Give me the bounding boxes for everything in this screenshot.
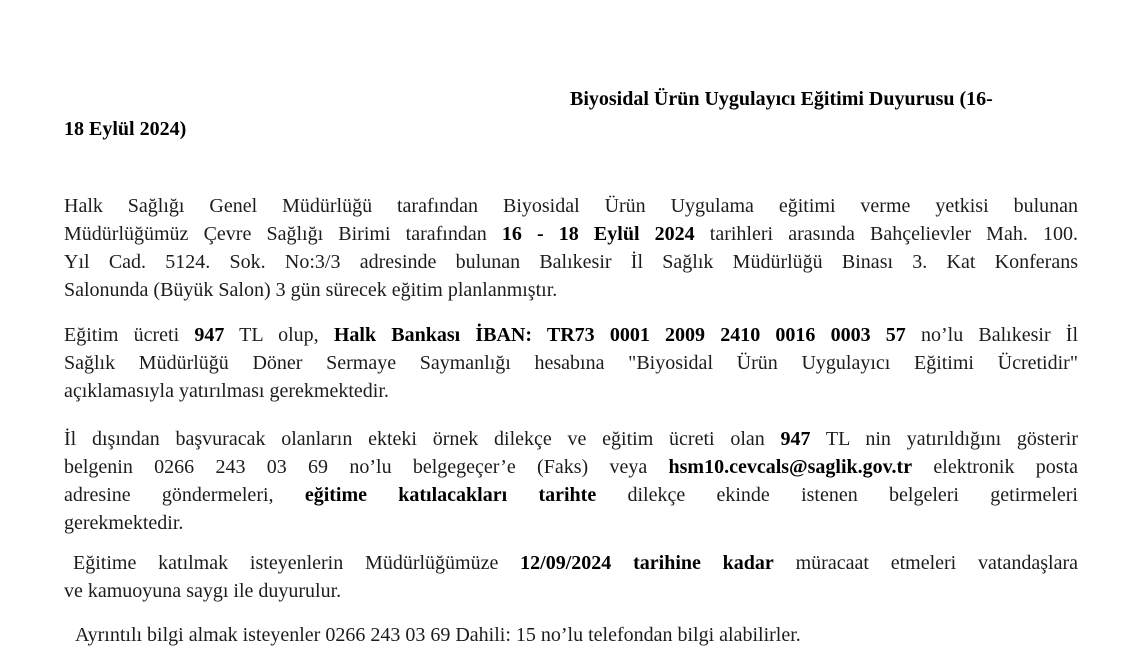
bold-text-run: Biyosidal Ürün Uygulayıcı Eğitimi Duyurusu (16-	[570, 88, 993, 110]
bold-text-run: 947	[194, 324, 225, 346]
text-run: Ayrıntılı bilgi almak isteyenler 0266 243 03 69 Dahili: 15 no’lu telefondan bilgi alabilirler.	[75, 624, 801, 646]
announcement-title	[64, 84, 1078, 144]
text-run: no’lu Balıkesir İl	[905, 324, 1079, 346]
text-line	[64, 481, 1078, 509]
text-line	[64, 425, 1078, 453]
text-line	[64, 192, 1078, 220]
text-line	[64, 577, 1078, 605]
paragraph-out-of-province	[64, 425, 1078, 537]
text-run: Sağlık Müdürlüğü Döner Sermaye Saymanlığı hesabına "Biyosidal Ürün Uygulayıcı Eğitimi Ücretidir"	[64, 352, 1078, 374]
bold-text-run: hsm10.cevcals@saglik.gov.tr	[668, 456, 913, 478]
text-run: dilekçe ekinde istenen belgeleri getirmeleri	[596, 484, 1078, 506]
text-run: ve kamuoyuna saygı ile duyurulur.	[64, 580, 342, 602]
text-run: tarihleri arasında Bahçelievler Mah. 100.	[694, 223, 1078, 245]
text-run: belgenin 0266 243 03 69 no’lu belgegeçer’e (Faks) veya	[64, 456, 669, 478]
text-run: Eğitime katılmak isteyenlerin Müdürlüğümüze	[73, 552, 521, 574]
bold-text-run: 18 Eylül 2024)	[64, 118, 187, 140]
bold-text-run: 12/09/2024 tarihine kadar	[520, 552, 774, 574]
text-line	[64, 453, 1078, 481]
text-run: müracaat etmeleri vatandaşlara	[773, 552, 1078, 574]
text-run: adresine göndermeleri,	[64, 484, 305, 506]
bold-text-run: Halk Bankası İBAN: TR73 0001 2009 2410 0016 0003 57	[333, 324, 906, 346]
text-run: TL nin yatırıldığını gösterir	[810, 428, 1078, 450]
paragraph-training-venue	[64, 192, 1078, 304]
paragraph-fee-iban	[64, 321, 1078, 405]
text-run: Eğitim ücreti	[64, 324, 195, 346]
text-line	[64, 509, 1078, 537]
text-run: elektronik posta	[912, 456, 1078, 478]
paragraph-application-deadline	[64, 549, 1078, 605]
bold-text-run: 16 - 18 Eylül 2024	[501, 223, 695, 245]
text-line	[64, 114, 1078, 144]
text-line	[64, 84, 1078, 114]
text-run: Yıl Cad. 5124. Sok. No:3/3 adresinde bulunan Balıkesir İl Sağlık Müdürlüğü Binası 3. Kat Konferans	[64, 251, 1078, 273]
text-line	[64, 549, 1078, 577]
text-line	[64, 276, 1078, 304]
text-line	[64, 621, 1078, 649]
text-run: Müdürlüğümüz Çevre Sağlığı Birimi tarafından	[64, 223, 502, 245]
text-line	[64, 248, 1078, 276]
text-line	[64, 349, 1078, 377]
bold-text-run: 947	[780, 428, 811, 450]
text-line	[64, 377, 1078, 405]
text-run: Salonunda (Büyük Salon) 3 gün sürecek eğitim planlanmıştır.	[64, 279, 558, 301]
document-body	[64, 84, 1078, 649]
text-run: açıklamasıyla yatırılması gerekmektedir.	[64, 380, 389, 402]
bold-text-run: eğitime katılacakları tarihte	[304, 484, 597, 506]
text-line	[64, 321, 1078, 349]
text-run: gerekmektedir.	[64, 512, 184, 534]
text-run: Halk Sağlığı Genel Müdürlüğü tarafından Biyosidal Ürün Uygulama eğitimi verme yetkisi bulunan	[64, 195, 1078, 217]
text-line	[64, 220, 1078, 248]
text-run: İl dışından başvuracak olanların ekteki örnek dilekçe ve eğitim ücreti olan	[64, 428, 781, 450]
text-run: TL olup,	[224, 324, 334, 346]
paragraph-contact-info	[64, 621, 1078, 649]
